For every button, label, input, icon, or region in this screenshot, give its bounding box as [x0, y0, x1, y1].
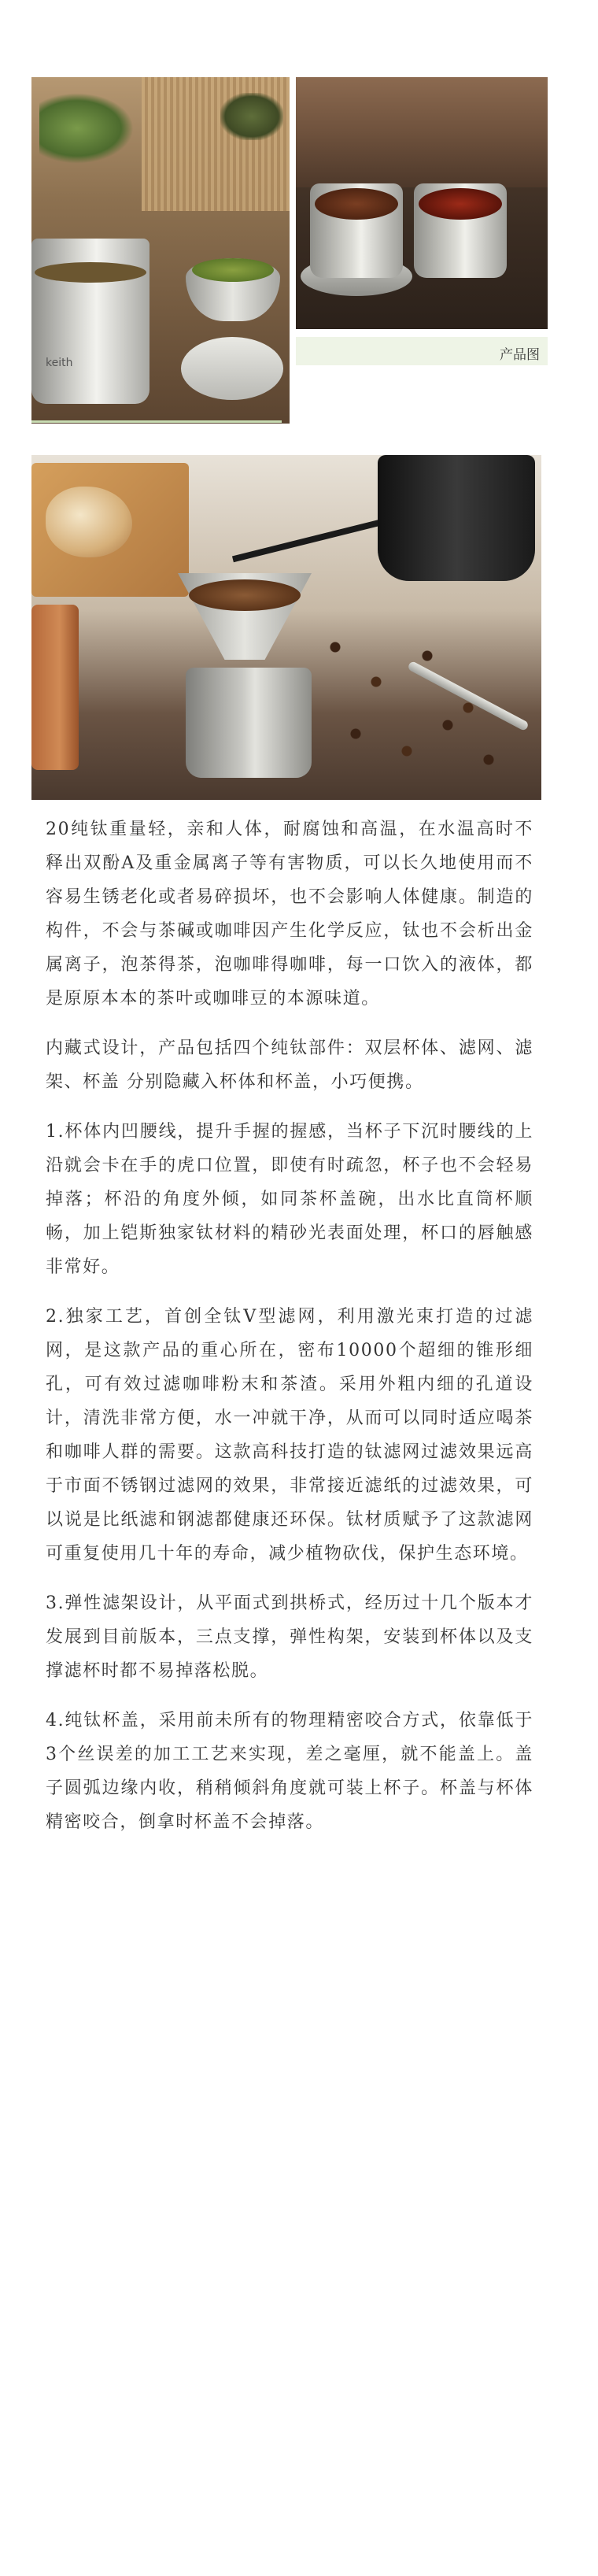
kettle	[378, 455, 535, 581]
divider	[31, 420, 282, 423]
paragraph-filter-stand: 3.弹性滤架设计，从平面式到拱桥式，经历过十几个版本才发展到目前版本，三点支撑，弹性构架，安装到杯体以及支撑滤杯时都不易掉落松脱。	[46, 1593, 533, 1681]
paragraph-design: 内藏式设计，产品包括四个纯钛部件：双层杯体、滤网、滤架、杯盖 分别隐藏入杯体和杯盖，小巧便携。	[46, 1038, 533, 1092]
coffee-beans	[315, 613, 519, 786]
tea-bowl	[186, 258, 280, 321]
product-photo-cup-and-tea	[31, 77, 290, 424]
coffee-grounds	[189, 579, 301, 611]
leather-case	[31, 605, 79, 770]
filter-stand	[181, 337, 283, 400]
brand-logo: keith	[46, 357, 73, 369]
product-photo-two-cups	[296, 77, 548, 329]
paragraph-lid: 4.纯钛杯盖，采用前未所有的物理精密咬合方式，依靠低于3个丝误差的加工工艺来实现，差之毫厘，就不能盖上。盖子圆弧边缘内收，稍稍倾斜角度就可装上杯子。杯盖与杯体精密咬合，倒拿时杯盖不会掉落。	[46, 1711, 533, 1832]
kettle-spout	[232, 518, 386, 562]
caption-label: 产品图	[500, 347, 540, 363]
plant-leaves	[39, 93, 134, 164]
titanium-cup-base	[186, 668, 312, 778]
paragraph-cup-body: 1.杯体内凹腰线，提升手握的握感，当杯子下沉时腰线的上沿就会卡在手的虎口位置，即使有时疏忽，杯子也不会轻易掉落；杯沿的角度外倾，如同茶杯盖碗，出水比直筒杯顺畅，加上铠斯独家钛材料的精砂光表面处理，杯口的唇触感非常好。	[46, 1122, 533, 1277]
titanium-cup	[31, 239, 150, 404]
dried-tea-leaves	[220, 93, 283, 140]
paragraph-filter: 2.独家工艺，首创全钛V型滤网，利用激光束打造的过滤网，是这款产品的重心所在，密布10000个超细的锥形细孔，可有效过滤咖啡粉末和茶渣。采用外粗内细的孔道设计，清洗非常方便，水一冲就干净，从而可以同时适应喝茶和咖啡人群的需要。这款高科技打造的钛滤网过滤效果远高于市面不锈钢过滤网的效果，非常接近滤纸的过滤效果，可以说是比纸滤和钢滤都健康还环保。钛材质赋予了这款滤网可重复使用几十年的寿命，减少植物砍伐，保护生态环境。	[46, 1307, 533, 1564]
bread	[46, 487, 132, 557]
paragraph-material: 20纯钛重量轻，亲和人体，耐腐蚀和高温，在水温高时不释出双酚A及重金属离子等有害物质，可以长久地使用而不容易生锈老化或者易碎损坏，也不会影响人体健康。制造的构件，不会与茶碱或咖啡因产生化学反应，钛也不会析出金属离子，泡茶得茶，泡咖啡得咖啡，每一口饮入的液体，都是原原本本的茶叶或咖啡豆的本源味道。	[46, 820, 533, 1009]
product-description	[46, 812, 533, 1855]
caption-bar	[296, 337, 548, 365]
wood-background	[296, 77, 548, 187]
titanium-cup-left	[310, 183, 403, 278]
product-photo-pour-over	[31, 455, 541, 800]
titanium-cup-right	[414, 183, 507, 278]
